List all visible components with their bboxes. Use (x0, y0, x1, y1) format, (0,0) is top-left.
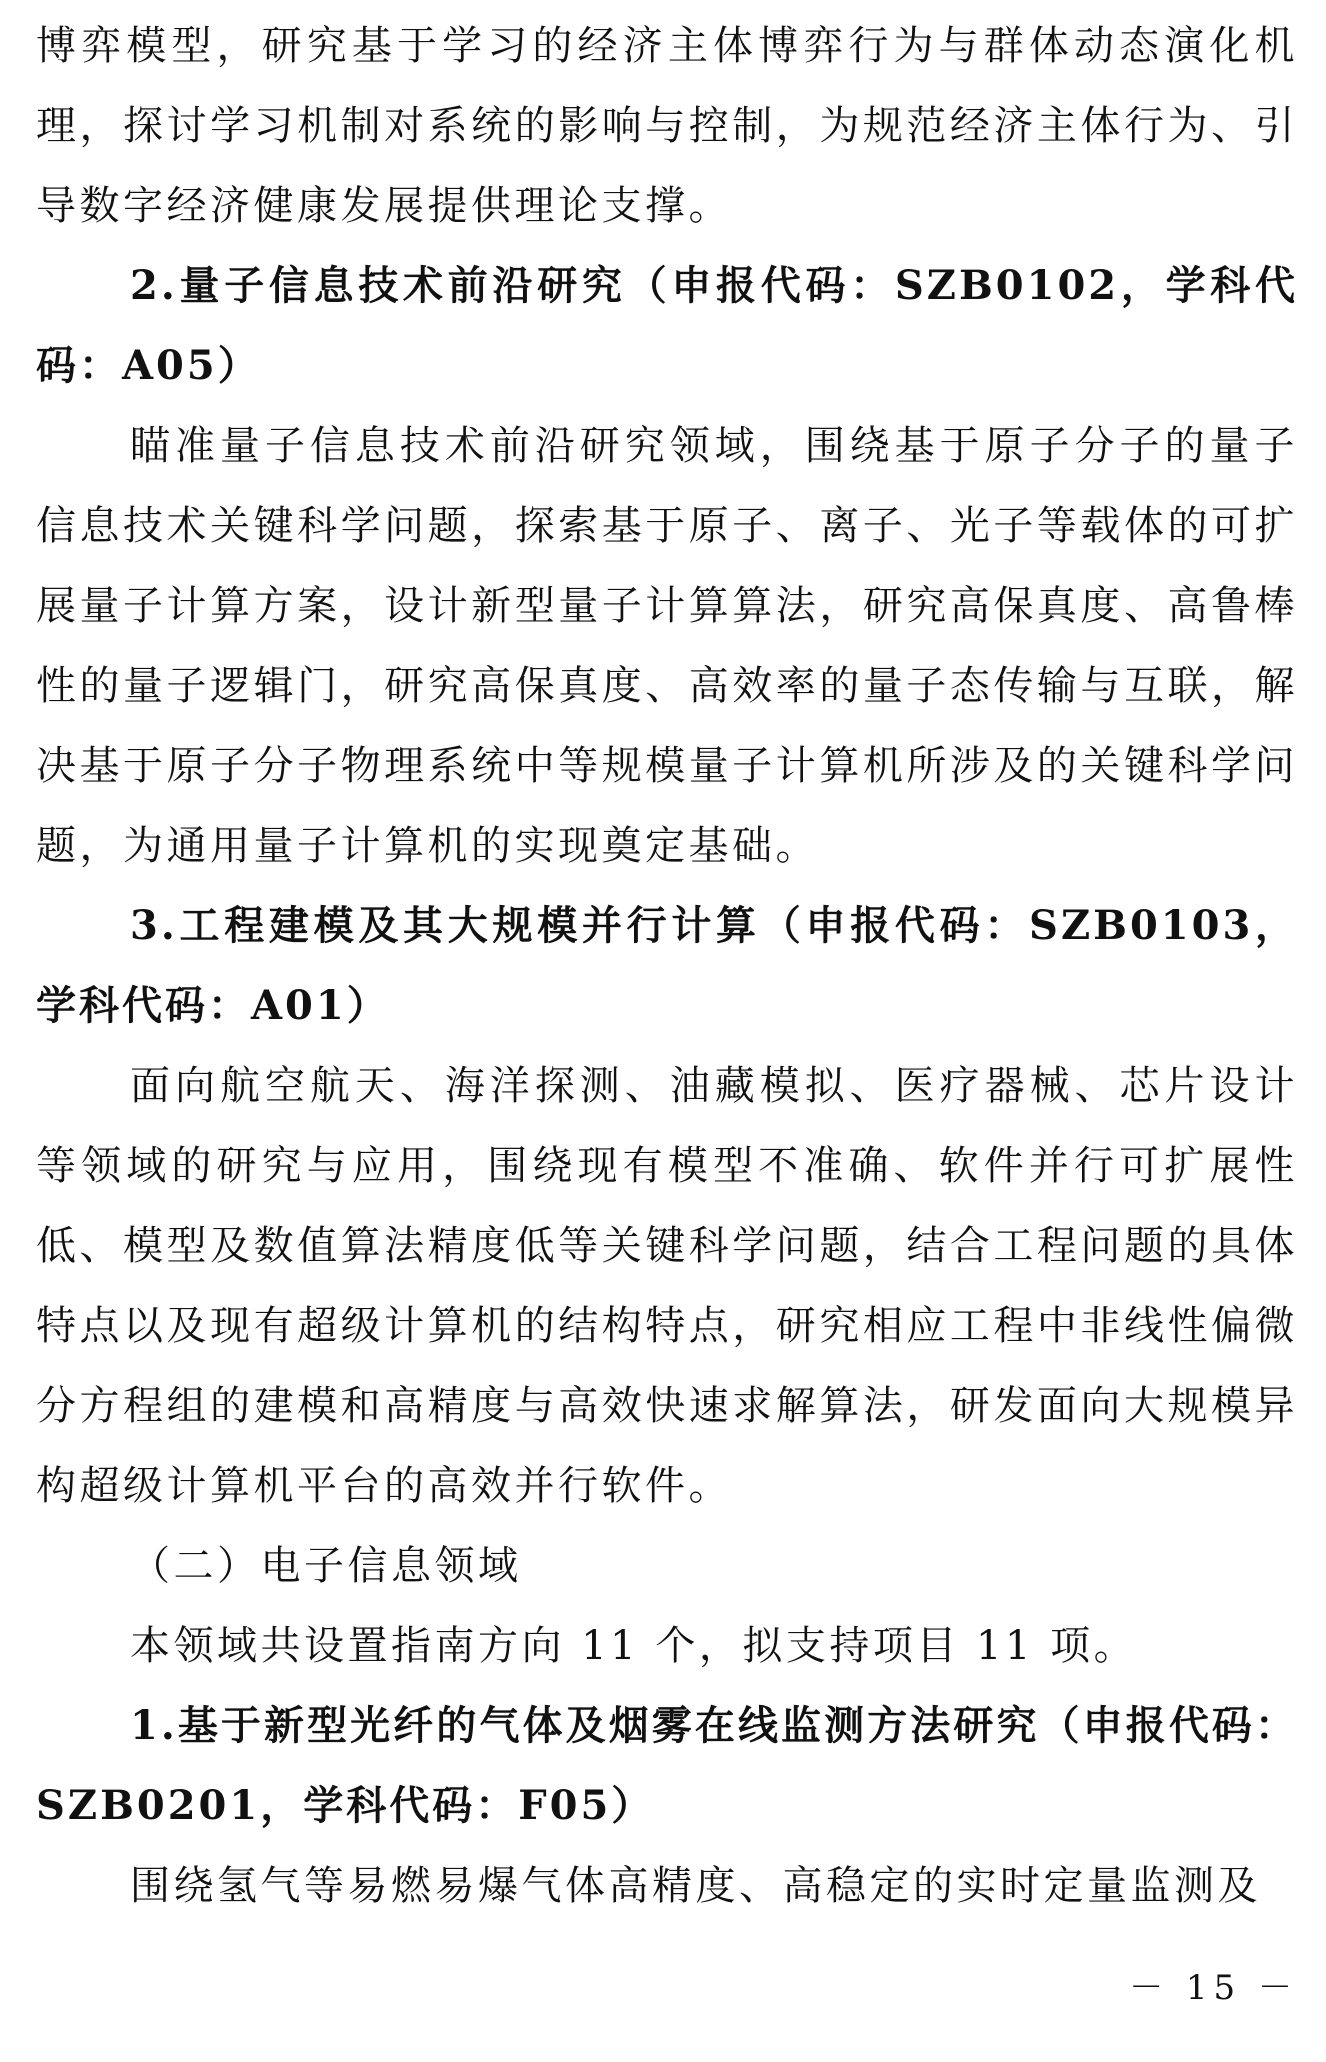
paragraph-game-model-continued: 博弈模型，研究基于学习的经济主体博弈行为与群体动态演化机理，探讨学习机制对系统的影响与控制，为规范经济主体行为、引导数字经济健康发展提供理论支撑。 (36, 23, 1298, 229)
heading-optical-fiber-gas-monitoring: 1.基于新型光纤的气体及烟雾在线监测方法研究（申报代码：SZB0201，学科代码：F05） (36, 1702, 1298, 1829)
paragraph-optical-fiber-gas-monitoring: 围绕氢气等易燃易爆气体高精度、高稳定的实时定量监测及 (130, 1863, 1261, 1909)
section-heading-electronic-information: （二）电子信息领域 (130, 1543, 522, 1589)
document-page (36, 6, 1298, 1926)
paragraph-electronic-information-summary: 本领域共设置指南方向 11 个，拟支持项目 11 项。 (130, 1623, 1138, 1669)
heading-engineering-modeling: 3.工程建模及其大规模并行计算（申报代码：SZB0103，学科代码：A01） (36, 902, 1298, 1029)
paragraph-quantum-information: 瞄准量子信息技术前沿研究领域，围绕基于原子分子的量子信息技术关键科学问题，探索基于原子、离子、光子等载体的可扩展量子计算方案，设计新型量子计算算法，研究高保真度、高鲁棒性的量子逻辑门，研究高保真度、高效率的量子态传输与互联，解决基于原子分子物理系统中等规模量子计算机所涉及的关键科学问题，为通用量子计算机的实现奠定基础。 (36, 423, 1298, 869)
page-number: － 15 － (1129, 1968, 1298, 2008)
heading-quantum-information: 2.量子信息技术前沿研究（申报代码：SZB0102，学科代码：A05） (36, 262, 1298, 389)
paragraph-engineering-modeling: 面向航空航天、海洋探测、油藏模拟、医疗器械、芯片设计等领域的研究与应用，围绕现有模型不准确、软件并行可扩展性低、模型及数值算法精度低等关键科学问题，结合工程问题的具体特点以及现有超级计算机的结构特点，研究相应工程中非线性偏微分方程组的建模和高精度与高效快速求解算法，研发面向大规模异构超级计算机平台的高效并行软件。 (36, 1063, 1298, 1509)
